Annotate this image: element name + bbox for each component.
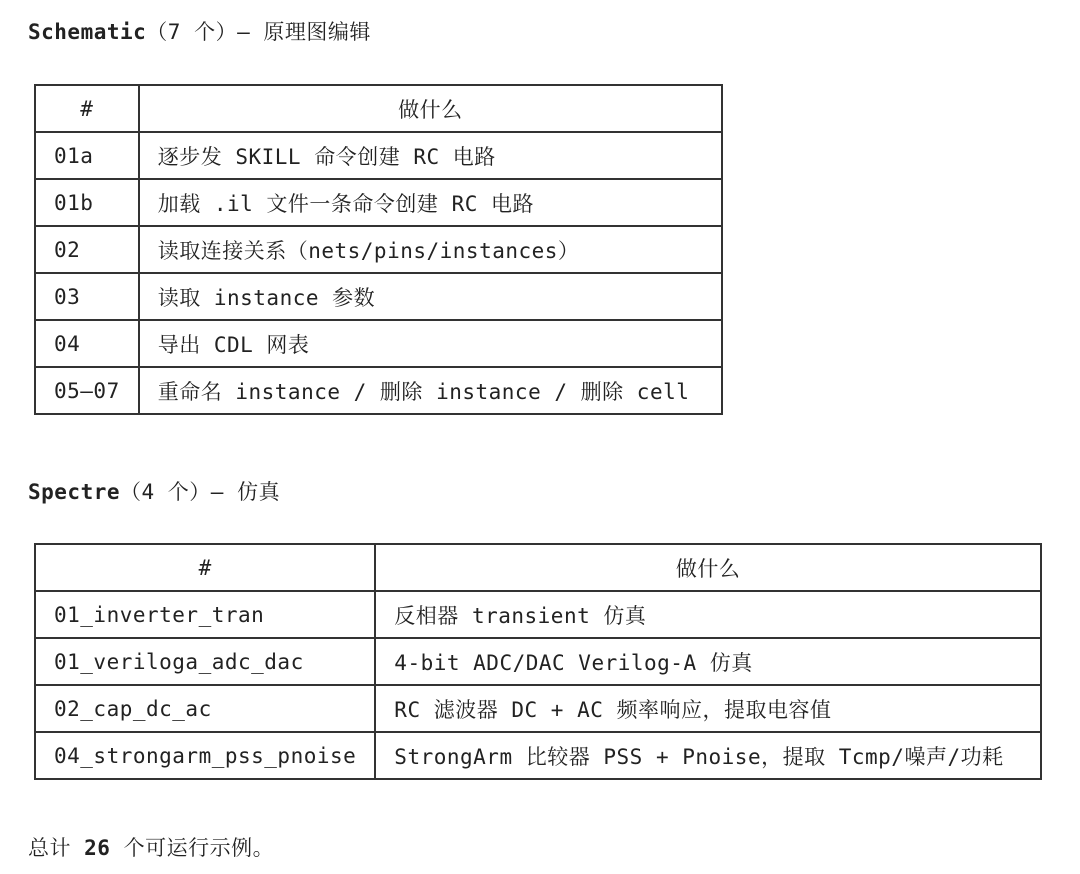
table-row	[35, 367, 722, 414]
row-id-cell: 01_inverter_tran	[35, 591, 375, 638]
row-description-cell: 加载 .il 文件一条命令创建 RC 电路	[139, 179, 722, 226]
row-id-cell: 05–07	[35, 367, 139, 414]
schematic-section-heading	[28, 18, 371, 46]
column-header-number: #	[35, 85, 139, 132]
table-row	[35, 132, 722, 179]
column-header-description: 做什么	[375, 544, 1041, 591]
summary-line	[28, 834, 274, 862]
row-id-cell: 01b	[35, 179, 139, 226]
column-header-number: #	[35, 544, 375, 591]
row-id-cell: 02_cap_dc_ac	[35, 685, 375, 732]
spectre-heading-title: Spectre	[28, 480, 121, 504]
summary-count: 26	[84, 836, 111, 860]
table-row	[35, 226, 722, 273]
row-description-cell: RC 滤波器 DC + AC 频率响应，提取电容值	[375, 685, 1041, 732]
schematic-heading-meta: （7 个）— 原理图编辑	[146, 20, 371, 44]
table-header-row	[35, 544, 1041, 591]
row-description-cell: 重命名 instance / 删除 instance / 删除 cell	[139, 367, 722, 414]
spectre-table	[34, 543, 1042, 780]
row-description-cell: 导出 CDL 网表	[139, 320, 722, 367]
row-description-cell: 逐步发 SKILL 命令创建 RC 电路	[139, 132, 722, 179]
table-row	[35, 591, 1041, 638]
row-id-cell: 04_strongarm_pss_pnoise	[35, 732, 375, 779]
row-id-cell: 01a	[35, 132, 139, 179]
column-header-description: 做什么	[139, 85, 722, 132]
row-description-cell: 读取连接关系（nets/pins/instances）	[139, 226, 722, 273]
table-row	[35, 638, 1041, 685]
table-row	[35, 320, 722, 367]
row-description-cell: 反相器 transient 仿真	[375, 591, 1041, 638]
spectre-section-heading	[28, 478, 280, 506]
row-id-cell: 03	[35, 273, 139, 320]
schematic-table	[34, 84, 723, 415]
summary-prefix: 总计	[28, 836, 85, 860]
row-description-cell: 4-bit ADC/DAC Verilog-A 仿真	[375, 638, 1041, 685]
spectre-heading-meta: （4 个）— 仿真	[120, 480, 281, 504]
summary-suffix: 个可运行示例。	[110, 836, 275, 860]
row-description-cell: StrongArm 比较器 PSS + Pnoise，提取 Tcmp/噪声/功耗	[375, 732, 1041, 779]
row-id-cell: 02	[35, 226, 139, 273]
table-header-row	[35, 85, 722, 132]
row-description-cell: 读取 instance 参数	[139, 273, 722, 320]
table-row	[35, 732, 1041, 779]
table-row	[35, 179, 722, 226]
schematic-heading-title: Schematic	[28, 20, 147, 44]
row-id-cell: 04	[35, 320, 139, 367]
table-row	[35, 273, 722, 320]
row-id-cell: 01_veriloga_adc_dac	[35, 638, 375, 685]
table-row	[35, 685, 1041, 732]
